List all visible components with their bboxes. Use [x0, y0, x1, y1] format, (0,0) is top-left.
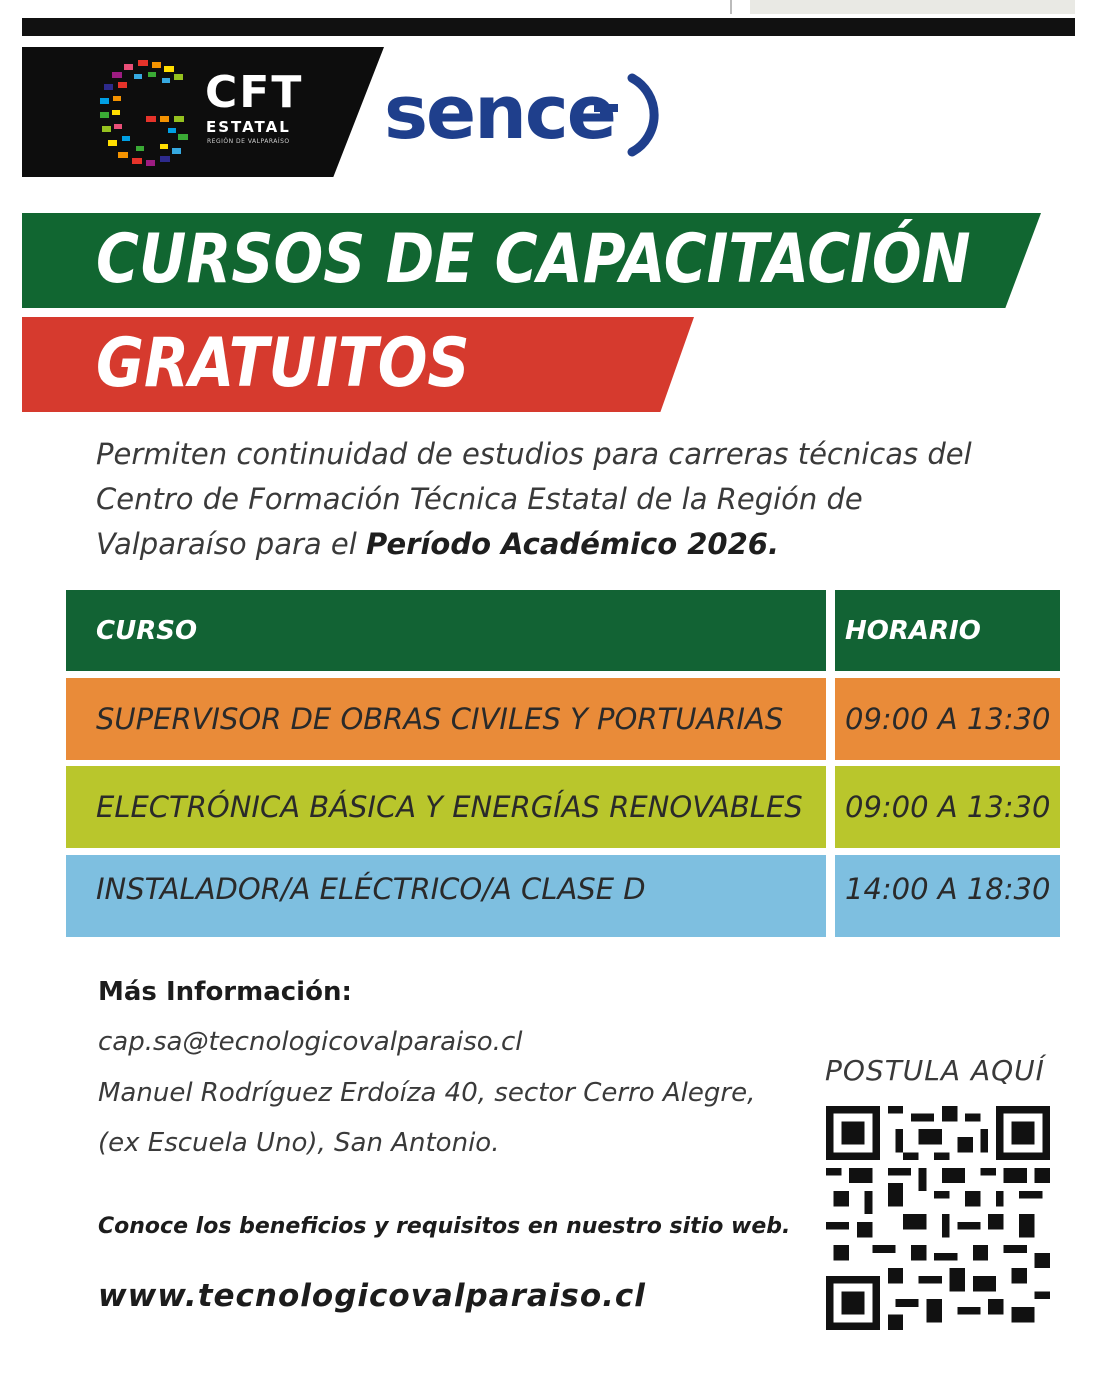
table-row-3-course: INSTALADOR/A ELÉCTRICO/A CLASE D [66, 855, 826, 937]
sence-logo-text: sence [384, 70, 615, 156]
cft-logo-subtitle: ESTATAL [206, 118, 291, 136]
table-header-course: CURSO [66, 590, 826, 671]
info-title: Más Información: [98, 977, 352, 1007]
info-address-line1: Manuel Rodríguez Erdoíza 40, sector Cerro Alegre, [98, 1078, 756, 1108]
sence-logo [382, 60, 664, 160]
info-address-line2: (ex Escuela Uno), San Antonio. [98, 1128, 500, 1158]
page-title-line1: CURSOS DE CAPACITACIÓN [96, 220, 971, 299]
table-row-1-schedule: 09:00 A 13:30 [835, 678, 1060, 760]
cft-logo-title: CFT [205, 67, 304, 118]
top-rule [22, 18, 1075, 36]
info-email-link[interactable]: cap.sa@tecnologicovalparaiso.cl [98, 1027, 523, 1057]
table-row-2-schedule: 09:00 A 13:30 [835, 766, 1060, 848]
qr-code-icon[interactable] [826, 1106, 1050, 1330]
intro-paragraph [96, 432, 1006, 567]
top-gray-strip [750, 0, 1075, 14]
table-header-schedule: HORARIO [835, 590, 1060, 671]
website-link[interactable]: www.tecnologicovalparaiso.cl [98, 1278, 646, 1314]
page-title-line2: GRATUITOS [96, 324, 470, 403]
table-row-2-course: ELECTRÓNICA BÁSICA Y ENERGÍAS RENOVABLES [66, 766, 826, 848]
benefits-note: Conoce los beneficios y requisitos en nuestro sitio web. [98, 1214, 791, 1239]
apply-label: POSTULA AQUÍ [825, 1054, 1045, 1087]
cft-logo-icon [98, 58, 194, 168]
table-row-3-schedule: 14:00 A 18:30 [835, 855, 1060, 937]
logo-band [22, 47, 384, 177]
top-divider-tick [730, 0, 732, 14]
intro-period: Período Académico 2026. [366, 527, 779, 561]
table-row-1-course: SUPERVISOR DE OBRAS CIVILES Y PORTUARIAS [66, 678, 826, 760]
intro-text: Permiten continuidad de estudios para carreras técnicas del Centro de Formación Técnica Estatal de la Región de Valparaíso para el [96, 437, 972, 561]
cft-logo-region: REGIÓN DE VALPARAÍSO [207, 138, 290, 145]
